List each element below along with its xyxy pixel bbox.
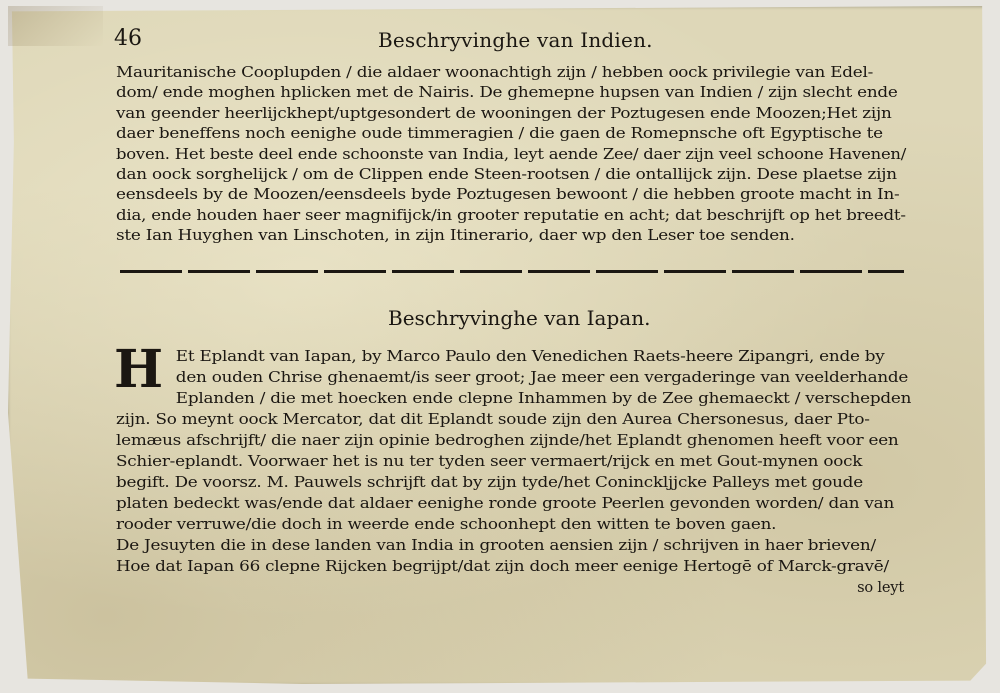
text-line: eensdeels by de Moozen/eensdeels byde Poztugesen bewoont / die hebben groote macht in In-	[116, 186, 900, 204]
text-line: daer beneffens noch eenighe oude timmeragien / die gaen de Romepnsche oft Egyptische te	[116, 125, 883, 143]
text-line: ste Ian Huyghen van Linschoten, in zijn Itinerario, daer wp den Leser toe senden.	[116, 227, 795, 245]
text-line: boven. Het beste deel ende schoonste van India, leyt aende Zee/ daer zijn veel schoone Havenen/	[116, 145, 907, 163]
drop-cap: H	[114, 339, 164, 400]
section-heading-iapan: Beschryvinghe van Iapan.	[388, 306, 651, 330]
catchword: so leyt	[857, 579, 904, 596]
text-line: rooder verruwe/die doch in weerde ende schoonhept den witten te boven gaen.	[116, 516, 777, 533]
text-line: Schier-eplandt. Voorwaer het is nu ter tyden seer vermaert/rijck en met Gout-mynen oock	[116, 453, 863, 470]
paragraph-indien	[116, 63, 906, 247]
text-line: den ouden Chrise ghenaemt/is seer groot; Jae meer een vergaderinge van veelderhande	[175, 369, 909, 386]
text-line: dia, ende houden haer seer magnifijck/in grooter reputatie en acht; dat beschrijft op het breedt-	[116, 206, 906, 224]
page-number: 46	[114, 26, 142, 51]
text-line: dan oock sorghelijck / om de Clippen ende Steen-rootsen / die ontallijck zijn. Dese plaetse zijn	[116, 166, 897, 184]
text-line: Hoe dat Iapan 66 clepne Rijcken begrijpt/dat zijn doch meer eenige Hertogē of Marck-gravē/	[116, 558, 889, 575]
section-heading-indien: Beschryvinghe van Indien.	[378, 28, 653, 52]
text-line: De Jesuyten die in dese landen van India in grooten aensien zijn / schrijven in haer brieven/	[116, 537, 876, 554]
text-line: platen bedeckt was/ende dat aldaer eenighe ronde groote Peerlen gevonden worden/ dan van	[116, 495, 895, 512]
text-line: van geender heerlijckhept/uptgesondert de wooningen der Poztugesen ende Moozen;Het zijn	[116, 104, 892, 122]
section-divider	[120, 270, 904, 273]
text-line: lemæus afschrijft/ die naer zijn opinie bedroghen zijnde/het Eplandt ghenomen heeft voor een	[116, 432, 899, 449]
paragraph-iapan	[114, 339, 912, 598]
text-line: Eplanden / die met hoecken ende clepne Inhammen by de Zee ghemaeckt / verschepden	[175, 390, 912, 407]
text-line: dom/ ende moghen hplicken met de Nairis. De ghemepne hupsen van Indien / zijn slecht ende	[116, 84, 898, 102]
text-line: Et Eplandt van Iapan, by Marco Paulo den Venedichen Raets-heere Zipangri, ende by	[175, 348, 885, 365]
text-line: begift. De voorsz. M. Pauwels schrijft dat by zijn tyde/het Coninckljjcke Palleys met goude	[116, 474, 863, 491]
text-line: Mauritanische Cooplupden / die aldaer woonachtigh zijn / hebben oock privilegie van Edel-	[116, 64, 874, 81]
text-line: zijn. So meynt oock Mercator, dat dit Eplandt soude zijn den Aurea Chersonesus, daer Pto-	[116, 411, 870, 428]
